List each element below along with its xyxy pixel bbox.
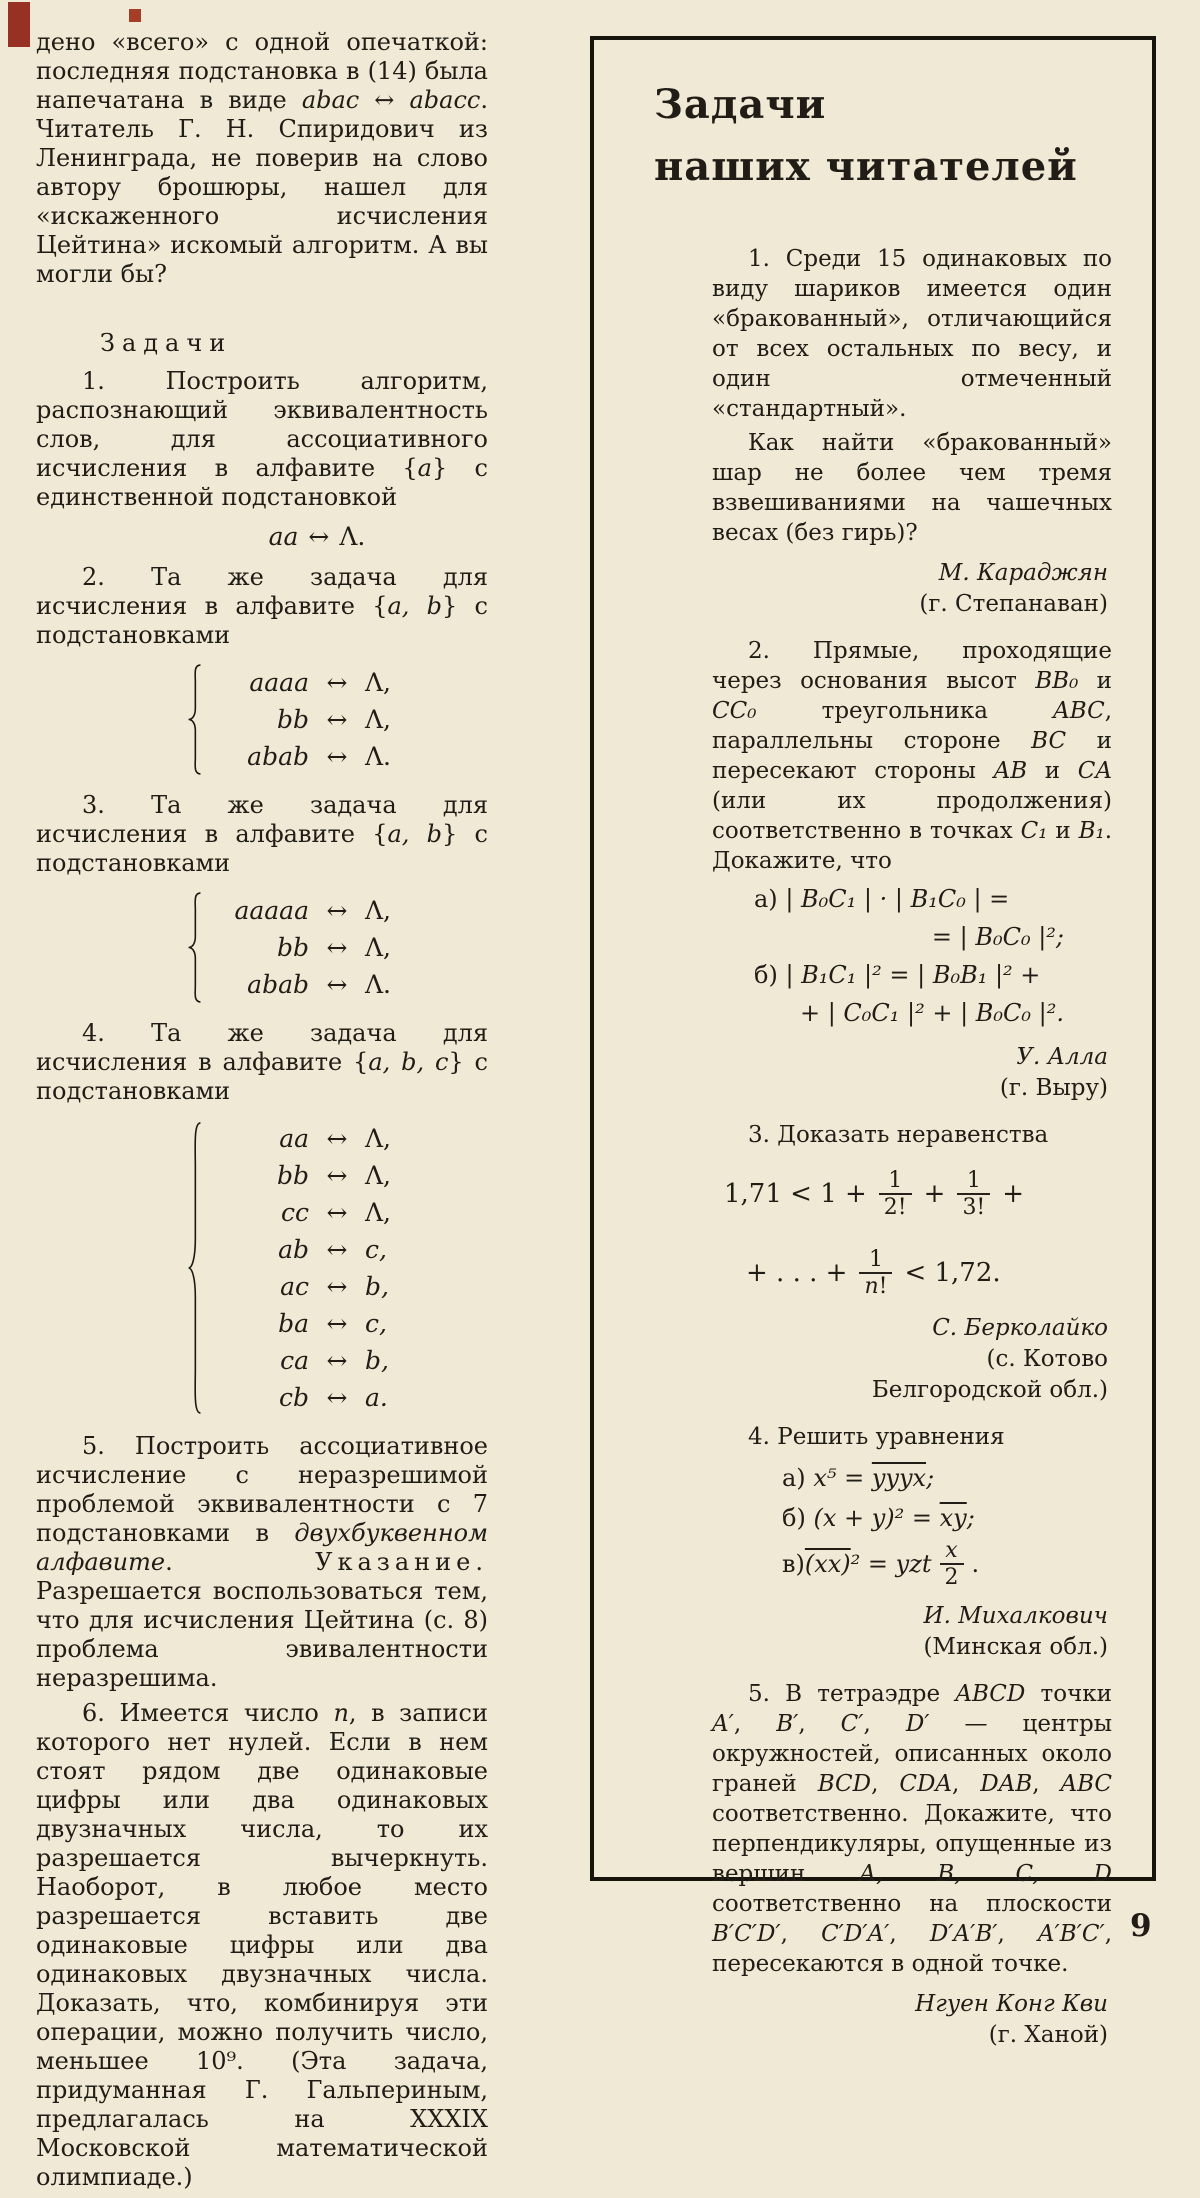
- row-rhs: c,: [365, 1309, 387, 1338]
- row-lhs: aaaaa: [234, 896, 309, 925]
- author-place: (г. Ханой): [988, 2021, 1108, 2048]
- inequality-pre: + . . . +: [746, 1257, 848, 1288]
- author-name: И. Михалкович: [923, 1602, 1108, 1629]
- plus-sign: +: [923, 1179, 946, 1210]
- reader-problem-2-text: 2. Прямые, проходящие через основания высот BB₀ и CC₀ треугольника ABC, параллельны стороне BC и пересекают стороны AB и CA (или их продолжения) соответственно в точках C₁ и B₁. Докажите, что: [712, 638, 1113, 874]
- substitution-row: [209, 1268, 443, 1305]
- author-name: Нгуен Конг Кви: [915, 1990, 1108, 2017]
- substitution-system-4: [186, 1120, 488, 1416]
- row-rhs: Λ,: [365, 933, 392, 962]
- inequality-line-2: [746, 1247, 1112, 1300]
- substitution-system-3: [186, 892, 488, 1003]
- double-arrow: ↔: [326, 1383, 348, 1412]
- box-title-line-1: Задачи: [654, 81, 827, 128]
- double-arrow: ↔: [326, 1346, 348, 1375]
- author-place: (с. Котово: [986, 1346, 1108, 1373]
- problem-1-text: 1. Построить алгоритм, распознающий эквивалентность слов, для ассоциативного исчисления в алфавите {a} с единственной подстановкой: [36, 367, 488, 511]
- double-arrow: ↔: [326, 705, 348, 734]
- box-content: [594, 40, 1152, 2051]
- double-arrow: ↔: [326, 1124, 348, 1153]
- double-arrow: ↔: [308, 522, 330, 551]
- double-arrow: ↔: [326, 1309, 348, 1338]
- reader-problem-1-text: 1. Среди 15 одинаковых по виду шариков имеется один «бракованный», отличающийся от всех остальных по весу, и один отмеченный «стандартный».: [712, 246, 1112, 422]
- substitution-row: [209, 1120, 443, 1157]
- problem-4-text: 4. Та же задача для исчисления в алфавите {a, b, c} с подстановками: [36, 1019, 488, 1105]
- author-place: Белгородской обл.): [871, 1377, 1108, 1404]
- row-rhs: b,: [365, 1272, 389, 1301]
- row-rhs: a.: [365, 1383, 388, 1412]
- proof-formula-a-line-1: а) | B₀C₁ | · | B₁C₀ | =: [754, 885, 1010, 913]
- author-name: У. Алла: [1016, 1044, 1108, 1070]
- reader-problem-4-heading: 4. Решить уравнения: [748, 1424, 1005, 1451]
- row-lhs: ca: [280, 1346, 309, 1375]
- row-lhs: abab: [247, 742, 309, 771]
- curly-brace: [186, 664, 203, 775]
- left-column: [36, 28, 488, 2198]
- double-arrow: ↔: [326, 933, 348, 962]
- row-rhs: Λ,: [365, 1161, 392, 1190]
- problem-3-text: 3. Та же задача для исчисления в алфавите {a, b} с подстановками: [36, 791, 488, 877]
- row-rhs: b,: [365, 1346, 389, 1375]
- double-arrow: ↔: [326, 896, 348, 925]
- substitution-row: [209, 929, 443, 966]
- problem-5-text: 5. Построить ассоциативное исчисление с неразрешимой проблемой эквивалентности с 7 подстановками в двухбуквенном алфавите. Указание. Разрешается воспользоваться тем, что для исчисления Цейтина (с. 8) проблема эвивалентности неразрешима.: [36, 1432, 488, 1692]
- fraction: [879, 1168, 912, 1221]
- plus-sign: +: [1002, 1179, 1025, 1210]
- curly-brace: [186, 1120, 203, 1416]
- fraction-numerator: x: [945, 1538, 958, 1564]
- inequality-tail: < 1,72.: [904, 1257, 1001, 1288]
- curly-brace: [186, 892, 203, 1003]
- substitution-system-2: [186, 664, 488, 775]
- row-rhs: Λ,: [365, 705, 392, 734]
- row-lhs: cb: [278, 1383, 309, 1412]
- author-place: (г. Выру): [999, 1075, 1108, 1101]
- inequality-line-1: [724, 1168, 1112, 1221]
- substitution-rows: [209, 1120, 443, 1416]
- double-arrow: ↔: [326, 1198, 348, 1227]
- box-title-line-2: наших читателей: [654, 143, 1078, 190]
- author-block-2: [712, 1042, 1108, 1104]
- fraction-numerator: 1: [888, 1168, 903, 1193]
- row-lhs: ab: [278, 1235, 309, 1264]
- substitution-formula-1: [36, 522, 488, 551]
- red-scan-mark: [129, 9, 141, 22]
- equation-text: а) x⁵ = yyyx;: [782, 1464, 935, 1493]
- fraction-denominator: 2!: [879, 1193, 912, 1220]
- substitution-row: [209, 1194, 443, 1231]
- substitution-row: [209, 1231, 443, 1268]
- reader-problem-5-text: 5. В тетраэдре ABCD точки A′, B′, C′, D′ — центры окружностей, описанных около граней BCD, CDA, DAB, ABC соответственно. Докажите, что перпендикуляры, опущенные из вершин A, B, C, D соответственно на плоскости B′C′D′, C′D′A′, D′A′B′, A′B′C′, пересекаются в одной точке.: [712, 1680, 1113, 1977]
- red-scan-mark: [8, 2, 30, 47]
- fraction-denominator: n!: [859, 1272, 892, 1299]
- row-lhs: cc: [280, 1198, 309, 1227]
- fraction-denominator: 2: [940, 1563, 964, 1590]
- substitution-row: [209, 1157, 443, 1194]
- substitution-rows: [209, 892, 443, 1003]
- substitution-row: [209, 1342, 443, 1379]
- substitution-row: [209, 701, 443, 738]
- author-block-4: [712, 1601, 1108, 1663]
- author-place: (Минская обл.): [923, 1633, 1108, 1660]
- double-arrow: ↔: [326, 1272, 348, 1301]
- equation-c: [782, 1538, 1112, 1591]
- row-lhs: bb: [276, 705, 309, 734]
- row-rhs: c,: [365, 1235, 387, 1264]
- row-rhs: Λ,: [365, 668, 392, 697]
- problems-heading: Задачи: [100, 329, 233, 357]
- row-rhs: Λ,: [365, 1198, 392, 1227]
- author-block-1: [712, 558, 1108, 620]
- fraction: [940, 1538, 964, 1591]
- page-number: 9: [1130, 1908, 1152, 1944]
- substitution-row: [209, 1379, 443, 1416]
- row-lhs: bb: [276, 933, 309, 962]
- formula-lhs: aa: [268, 522, 299, 551]
- equation-b: [782, 1498, 1112, 1538]
- formula-rhs: Λ.: [339, 522, 366, 551]
- equation-text: в)(xx)² = yzt: [782, 1550, 932, 1579]
- reader-problem-3-heading: 3. Доказать неравенства: [748, 1122, 1049, 1148]
- readers-problems-box: [590, 36, 1156, 2048]
- problem-2-text: 2. Та же задача для исчисления в алфавите {a, b} с подстановками: [36, 563, 488, 649]
- problem-6-text: 6. Имеется число n, в записи которого нет нулей. Если в нем стоят рядом две одинаковые цифры или два одинаковых двузначных числа, то их разрешается вычеркнуть. Наоборот, в любое место разрешается вставить две одинаковые цифры или два одинаковых двузначных числа. Доказать, что, комбинируя эти операции, можно получить число, меньшее 10⁹. (Эта задача, придуманная Г. Гальпериным, предлагалась на XXXIX Московской математической олимпиаде.): [36, 1699, 488, 2191]
- substitution-row: [209, 892, 443, 929]
- author-block-5: [712, 1989, 1108, 2051]
- reader-problem-1-question: Как найти «бракованный» шар не более чем тремя взвешиваниями на чашечных весах (без гирь)?: [712, 430, 1112, 546]
- proof-formula-a-line-2: = | B₀C₀ |²;: [931, 923, 1064, 951]
- double-arrow: ↔: [326, 1161, 348, 1190]
- substitution-row: [209, 966, 443, 1003]
- row-rhs: Λ,: [365, 896, 392, 925]
- fraction: [957, 1168, 990, 1221]
- author-name: М. Караджян: [938, 560, 1108, 586]
- substitution-rows: [209, 664, 443, 775]
- intro-paragraph: дено «всего» с одной опечаткой: последняя подстановка в (14) была напечатана в виде abac ↔ abacc. Читатель Г. Н. Спиридович из Ленинграда, не поверив на слово автору брошюры, нашел для «искаженного исчисления Цейтина» искомый алгоритм. А вы могли бы?: [36, 28, 488, 288]
- author-place: (г. Степанаван): [919, 591, 1108, 617]
- equation-text: б) $(x + y)^2 = \overline{xy}$;: [782, 1504, 975, 1533]
- fraction-denominator: 3!: [957, 1193, 990, 1220]
- row-lhs: abab: [247, 970, 309, 999]
- box-title: [654, 74, 1112, 198]
- row-rhs: Λ,: [365, 1124, 392, 1153]
- inequality-pre: 1,71 < 1 +: [724, 1179, 867, 1210]
- box-body: [712, 244, 1112, 2051]
- double-arrow: ↔: [326, 970, 348, 999]
- double-arrow: ↔: [326, 668, 348, 697]
- double-arrow: ↔: [326, 742, 348, 771]
- author-block-3: [712, 1313, 1108, 1406]
- equation-text: .: [971, 1550, 980, 1579]
- substitution-row: [209, 664, 443, 701]
- row-lhs: aa: [279, 1124, 309, 1153]
- author-name: С. Берколайко: [932, 1315, 1108, 1342]
- row-lhs: ac: [280, 1272, 309, 1301]
- proof-formula-b-line-1: б) | B₁C₁ |² = | B₀B₁ |² +: [754, 961, 1041, 989]
- row-rhs: Λ.: [365, 970, 392, 999]
- fraction: [859, 1247, 892, 1300]
- proof-formula-b-line-2: + | C₀C₁ |² + | B₀C₀ |².: [799, 999, 1064, 1027]
- fraction-numerator: 1: [868, 1246, 883, 1272]
- row-lhs: ba: [278, 1309, 309, 1338]
- row-lhs: bb: [276, 1161, 309, 1190]
- double-arrow: ↔: [326, 1235, 348, 1264]
- substitution-row: [209, 1305, 443, 1342]
- fraction-numerator: 1: [966, 1168, 981, 1193]
- equation-a: [782, 1458, 1112, 1498]
- row-rhs: Λ.: [365, 742, 392, 771]
- row-lhs: aaaa: [249, 668, 309, 697]
- substitution-row: [209, 738, 443, 775]
